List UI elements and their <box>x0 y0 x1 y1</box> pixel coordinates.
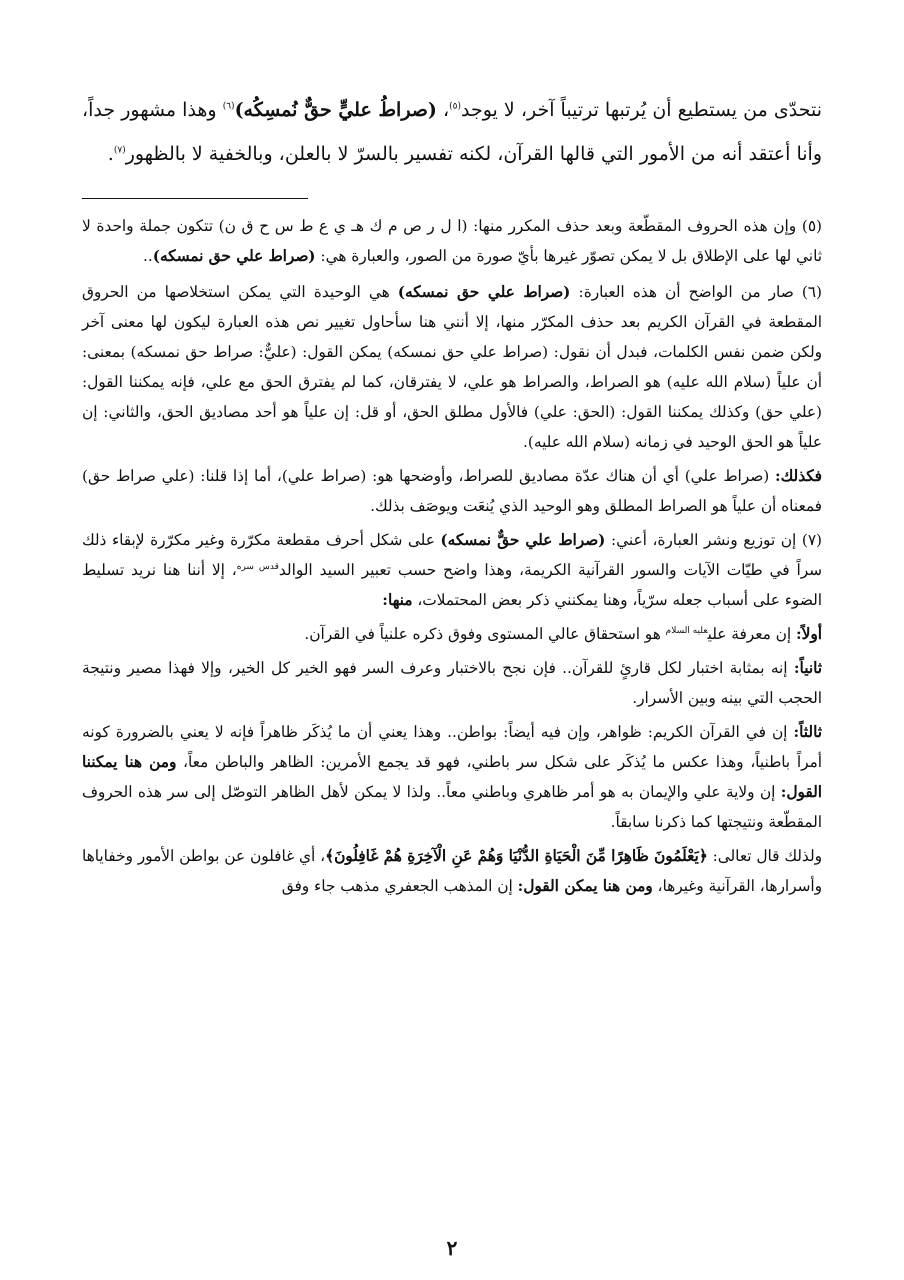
body-text-run: ، <box>436 99 450 121</box>
body-text-run: وهذا مشهور جداً، وأنا أعتقد أنه من الأمور التي قالها القرآن، لكنه تفسير بالسرّ لا بالعلن، وبالخفية لا بالظهور <box>82 99 822 165</box>
footnote-text: .. <box>142 247 153 265</box>
body-text-run: نتحدّى من يستطيع أن يُرتبها ترتيباً آخر، لا يوجد <box>461 99 822 121</box>
body-text <box>82 88 822 176</box>
honorific-glyph: عليه السلام <box>665 625 708 636</box>
closing-paragraph <box>82 841 822 901</box>
footnote-6-continued <box>82 461 822 521</box>
footnote-ref: (٦) <box>222 101 235 112</box>
footnote-text: إنه بمثابة اختبار لكل قارئٍ للقرآن.. فإن نجح بالاختبار وعرف السر فهو الخير كل الخير، وإلا فهذا مصير ونتيجة الحجب التي بينه وبين الأسرار. <box>82 659 822 707</box>
footnote-text: على شكل أحرف مقطعة مكرّرة وغير مكرّرة لإبقاء ذلك سراً في طيّات الآيات والسور القرآنية الكريمة، وهذا واضح حسب تعبير السيد الوالد <box>82 531 822 579</box>
footnote-ref: (٥) <box>449 101 462 112</box>
list-item-third <box>82 717 822 837</box>
footnote-5 <box>82 211 822 271</box>
list-item-second <box>82 653 822 713</box>
body-text-run: . <box>107 143 114 165</box>
footnotes <box>82 211 822 901</box>
bold-phrase: (صراط علي حقٌّ نمسكه) <box>440 531 606 549</box>
footnote-text: هي الوحيدة التي يمكن استخلاصها من الحروق المقطعة في القرآن الكريم بعد حذف المكرّر منها، إلا أنني هنا سأحاول تغيير نص هذه العبارة ليكون لها معنى آخر ولكن ضمن نفس الكلمات، فبدل أن نقول: (صراط علي حق نمسكه) يمكن القول: (عليٌّ: صراط حق نمسكه) بمعنى: أن علياً (سلام الله عليه) هو الصراط، والصراط هو علي، لا يفترقان، كما لم يفترق الحق مع علي، فإنه يمكننا القول: (علي حق) وكذلك يمكننا القول: (الحق: علي) فالأول مطلق الحق، أو قل: إن علياً هو أحد مصاديق الحق، والثاني: إن علياً هو الحق الوحيد في زمانه (سلام الله عليه). <box>82 283 822 451</box>
list-label: ثانياً: <box>793 659 822 677</box>
footnote-text: (صراط علي) أي أن هناك عدّة مصاديق للصراط، وأوضحها هو: (صراط علي)، أما إذا قلنا: (علي صراط حق) فمعناه أن علياً هو الصراط المطلق وهو الوحيد الذي يُنعَت ويوصَف بذلك. <box>82 467 822 515</box>
footnote-text: ، أي غافلون عن بواطن الأمور وخفاياها وأسرارها، القرآنية وغيرها، <box>82 847 822 895</box>
footnote-text: (٥) وإن هذه الحروف المقطّعة وبعد حذف المكرر منها: (ا ل ر ص م ك هـ ي ع ط س ح ق ن) تتكون جملة واحدة لا ثاني لها على الإطلاق بل لا يمكن تصوّر غيرها بأيّ صورة من الصور، والعبارة هي: <box>82 217 822 265</box>
bold-phrase: (صراطُ عليٍّ حقٌّ نُمسِكُه) <box>234 99 437 121</box>
quran-verse: ﴿يَعْلَمُونَ ظَاهِرًا مِّنَ الْحَيَاةِ الدُّنْيَا وَهُمْ عَنِ الْآخِرَةِ هُمْ غَافِلُونَ﴾ <box>325 847 708 865</box>
body-paragraph <box>82 88 822 176</box>
footnote-ref: (٧) <box>113 145 126 156</box>
footnote-6 <box>82 277 822 457</box>
page-number: ٢ <box>446 1236 458 1260</box>
footnote-text: إن في القرآن الكريم: ظواهر، وإن فيه أيضاً: بواطن.. وهذا يعني أن ما يُذكَر ظاهراً فإنه لا يعني بالضرورة كونه أمراً باطنياً، وهذا عكس ما يُذكَر على شكل سر باطني، فهو قد يجمع الأمرين: الظاهر والباطن معاً، <box>82 723 822 771</box>
footnote-7 <box>82 525 822 615</box>
bold-phrase: (صراط علي حق نمسكه) <box>397 283 571 301</box>
list-label: ثالثاً: <box>793 723 822 741</box>
list-item-first <box>82 619 822 649</box>
footnote-text: إن معرفة علي <box>707 625 796 643</box>
footnote-text: ، إلا أننا هنا نريد تسليط الضوء على أسباب جعله سرّياً، وهنا يمكنني ذكر بعض المحتملات، <box>82 561 822 609</box>
bold-phrase: ومن هنا يمكن القول: <box>517 877 653 895</box>
footnote-text: (٧) إن توزيع ونشر العبارة، أعني: <box>605 531 822 549</box>
bold-phrase: منها: <box>382 591 413 609</box>
footnote-separator <box>82 198 308 199</box>
footnote-text: إن ولاية علي والإيمان به هو أمر ظاهري وباطني معاً.. ولذا لا يمكن لأهل الظاهر التوصّل إلى سر هذه الحروف المقطّعة ونتيجتها كما ذكرنا سابقاً. <box>82 783 822 831</box>
footnote-text: هو استحقاق عالي المستوى وفوق ذكره علنياً في القرآن. <box>304 625 666 643</box>
bold-phrase: ومن هنا يمكننا القول: <box>82 753 822 801</box>
footnote-text: إن المذهب الجعفري مذهب جاء وفق <box>281 877 518 895</box>
honorific-glyph: قدس سره <box>236 561 279 572</box>
bold-phrase: (صراط علي حق نمسكه) <box>152 247 316 265</box>
footnote-text: ولذلك قال تعالى: <box>707 847 823 865</box>
footnote-text: (٦) صار من الواضح أن هذه العبارة: <box>570 283 822 301</box>
list-label: أولاً: <box>795 625 822 643</box>
bold-phrase: فكذلك: <box>775 467 822 485</box>
